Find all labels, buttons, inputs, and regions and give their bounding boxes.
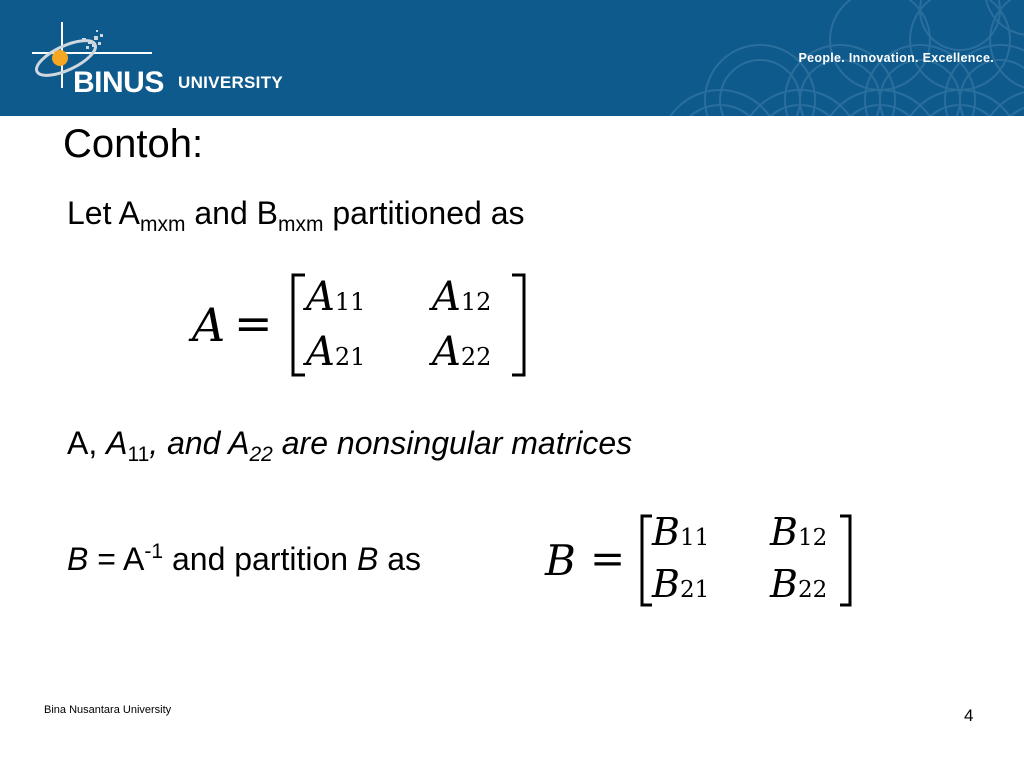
matrix-a-cell-21: A21 (306, 329, 366, 375)
page-number: 4 (964, 706, 974, 725)
line3-eq: = A (88, 541, 145, 577)
matrix-b-cell-21: B21 (652, 562, 710, 606)
matrix-b-equals: = (590, 534, 626, 583)
line1-sub2: mxm (277, 213, 324, 236)
line1-mid: and B (185, 195, 278, 231)
line2-a: A (106, 425, 128, 461)
matrix-a-equals: = (234, 296, 273, 350)
text-line-nonsingular (67, 425, 632, 467)
matrix-b-cell-11: B11 (652, 510, 710, 554)
line2-pre: A, (67, 425, 107, 461)
matrix-b-cell-22: B22 (770, 562, 828, 606)
brand-name: BINUS (73, 66, 164, 99)
matrix-a-cell-12: A12 (432, 274, 492, 320)
matrix-b-lhs: B (545, 536, 576, 585)
brand-suffix: UNIVERSITY (178, 73, 284, 92)
line1-sub1: mxm (139, 213, 186, 236)
line1-pre: Let A (67, 195, 140, 231)
line3-b2: B (356, 541, 379, 577)
matrix-a-lhs: A (192, 298, 226, 352)
matrix-b-cell-12: B12 (770, 510, 828, 554)
line3-sup: -1 (144, 540, 164, 563)
line2-sub2: 22 (249, 443, 273, 466)
matrix-a-cell-22: A22 (432, 329, 492, 375)
text-line-partition (67, 195, 524, 237)
tagline: People. Innovation. Excellence. (798, 51, 994, 65)
line1-post: partitioned as (323, 195, 525, 231)
line3-mid: and partition (163, 541, 357, 577)
line2-sub1: 11 (127, 443, 150, 466)
matrix-a-cell-11: A11 (306, 274, 366, 320)
slide-title: Contoh: (63, 122, 204, 166)
line2-post: are nonsingular matrices (272, 425, 633, 461)
line2-mid: , and A (149, 425, 250, 461)
header-banner (0, 0, 1024, 116)
footer-org: Bina Nusantara University (44, 704, 172, 716)
text-line-inverse (67, 540, 421, 578)
line3-post: as (378, 541, 422, 577)
line3-b: B (67, 541, 89, 577)
